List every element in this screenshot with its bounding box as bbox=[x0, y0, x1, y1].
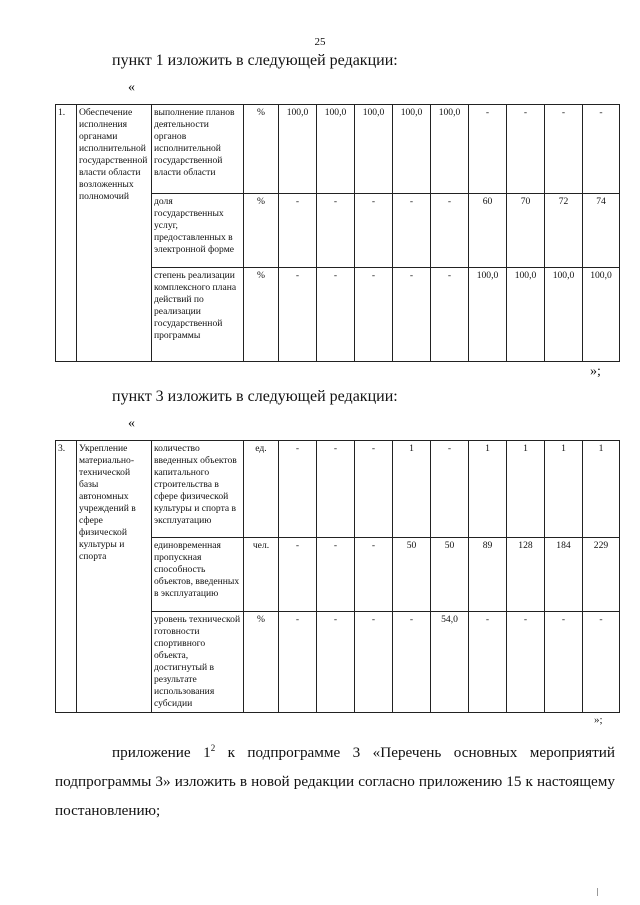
open-quote-2: « bbox=[128, 416, 135, 431]
value-cell: - bbox=[583, 105, 620, 194]
value-cell: - bbox=[469, 612, 507, 713]
value-cell: 1 bbox=[545, 441, 583, 538]
row-number: 1. bbox=[56, 105, 77, 362]
value-cell: 50 bbox=[431, 538, 469, 612]
final-paragraph bbox=[55, 734, 615, 825]
event-name: Укрепление материально-технической базы автономных учреждений в сфере физической культуры и спорта bbox=[77, 441, 152, 713]
value-cell: - bbox=[355, 612, 393, 713]
value-cell: - bbox=[317, 268, 355, 362]
indicator: единовременная пропускная способность объектов, введенных в эксплуатацию bbox=[152, 538, 244, 612]
table-point-3 bbox=[55, 440, 620, 713]
value-cell: - bbox=[355, 441, 393, 538]
table-point-1 bbox=[55, 104, 620, 362]
value-cell: - bbox=[507, 612, 545, 713]
value-cell: 74 bbox=[583, 194, 620, 268]
value-cell: - bbox=[355, 194, 393, 268]
value-cell: 1 bbox=[583, 441, 620, 538]
table-row bbox=[56, 105, 620, 194]
unit: % bbox=[244, 612, 279, 713]
value-cell: 128 bbox=[507, 538, 545, 612]
final-part-1: приложение 1 bbox=[112, 744, 211, 762]
value-cell: - bbox=[393, 194, 431, 268]
unit: ед. bbox=[244, 441, 279, 538]
value-cell: 100,0 bbox=[431, 105, 469, 194]
value-cell: - bbox=[279, 538, 317, 612]
intro-point-1: пункт 1 изложить в следующей редакции: bbox=[112, 52, 398, 69]
value-cell: 100,0 bbox=[317, 105, 355, 194]
value-cell: 100,0 bbox=[545, 268, 583, 362]
close-quote-1: »; bbox=[590, 364, 601, 379]
value-cell: - bbox=[545, 612, 583, 713]
value-cell: 184 bbox=[545, 538, 583, 612]
indicator: доля государственных услуг, предоставленных в электронной форме bbox=[152, 194, 244, 268]
close-quote-2: »; bbox=[594, 714, 603, 726]
row-number: 3. bbox=[56, 441, 77, 713]
value-cell: - bbox=[393, 268, 431, 362]
value-cell: 60 bbox=[469, 194, 507, 268]
value-cell: 100,0 bbox=[393, 105, 431, 194]
value-cell: - bbox=[279, 612, 317, 713]
indicator: уровень технической готовности спортивного объекта, достигнутый в результате использования субсидии bbox=[152, 612, 244, 713]
final-superscript: 2 bbox=[210, 743, 216, 753]
value-cell: - bbox=[431, 194, 469, 268]
value-cell: - bbox=[279, 194, 317, 268]
value-cell: - bbox=[317, 441, 355, 538]
unit: % bbox=[244, 105, 279, 194]
value-cell: - bbox=[279, 268, 317, 362]
value-cell: - bbox=[279, 441, 317, 538]
value-cell: - bbox=[393, 612, 431, 713]
value-cell: 229 bbox=[583, 538, 620, 612]
value-cell: - bbox=[317, 538, 355, 612]
value-cell: 54,0 bbox=[431, 612, 469, 713]
table-row bbox=[56, 441, 620, 538]
value-cell: 100,0 bbox=[583, 268, 620, 362]
open-quote-1: « bbox=[128, 80, 135, 95]
value-cell: 1 bbox=[507, 441, 545, 538]
event-name: Обеспечение исполнения органами исполнительной государственной власти области возложенных полномочий bbox=[77, 105, 152, 362]
value-cell: - bbox=[317, 194, 355, 268]
scan-mark bbox=[597, 888, 598, 896]
indicator: количество введенных объектов капитального строительства в сфере физической культуры и спорта в эксплуатацию bbox=[152, 441, 244, 538]
value-cell: 1 bbox=[393, 441, 431, 538]
value-cell: 70 bbox=[507, 194, 545, 268]
value-cell: - bbox=[355, 538, 393, 612]
value-cell: - bbox=[431, 441, 469, 538]
value-cell: - bbox=[545, 105, 583, 194]
unit: % bbox=[244, 268, 279, 362]
value-cell: 100,0 bbox=[355, 105, 393, 194]
page-number: 25 bbox=[314, 36, 326, 48]
indicator: выполнение планов деятельности органов исполнительной государственной власти области bbox=[152, 105, 244, 194]
value-cell: 89 bbox=[469, 538, 507, 612]
value-cell: - bbox=[355, 268, 393, 362]
value-cell: - bbox=[469, 105, 507, 194]
value-cell: - bbox=[583, 612, 620, 713]
final-part-2: к подпрограмме 3 «Перечень основных мероприятий подпрограммы 3» изложить в новой редакции согласно приложению 15 к настоящему постановлению; bbox=[55, 744, 615, 820]
unit: % bbox=[244, 194, 279, 268]
value-cell: 100,0 bbox=[507, 268, 545, 362]
value-cell: 100,0 bbox=[279, 105, 317, 194]
value-cell: - bbox=[507, 105, 545, 194]
value-cell: - bbox=[431, 268, 469, 362]
intro-point-3: пункт 3 изложить в следующей редакции: bbox=[112, 388, 398, 405]
value-cell: 72 bbox=[545, 194, 583, 268]
indicator: степень реализации комплексного плана действий по реализации государственной программы bbox=[152, 268, 244, 362]
value-cell: - bbox=[317, 612, 355, 713]
value-cell: 50 bbox=[393, 538, 431, 612]
value-cell: 100,0 bbox=[469, 268, 507, 362]
value-cell: 1 bbox=[469, 441, 507, 538]
unit: чел. bbox=[244, 538, 279, 612]
